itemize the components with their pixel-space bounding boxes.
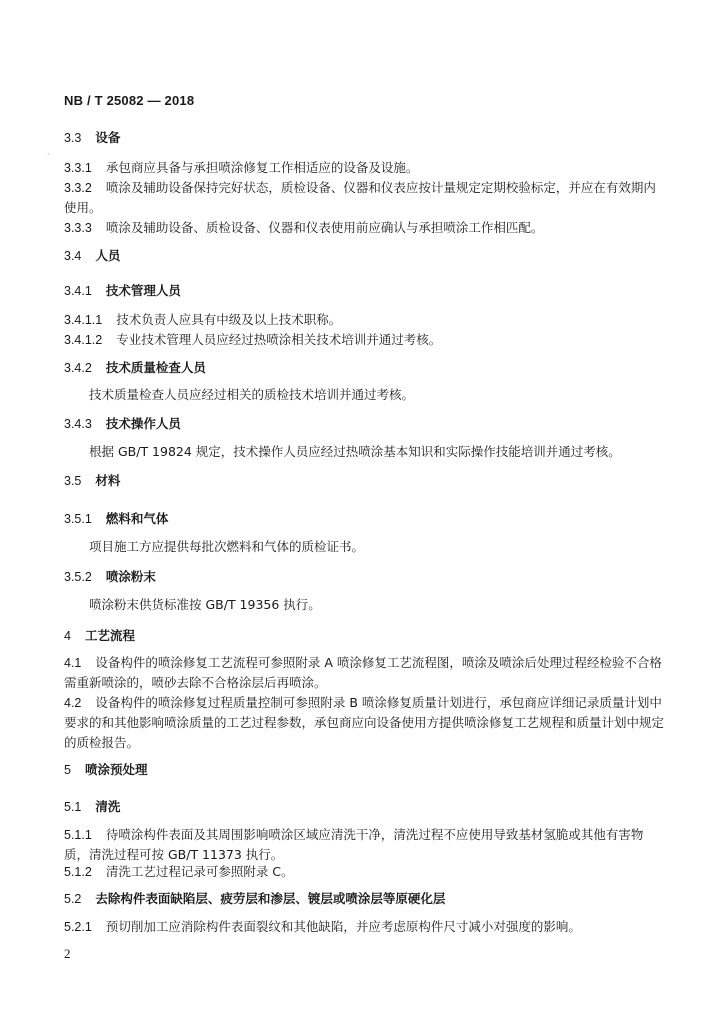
paragraph-3-4-2: 技术质量检查人员应经过相关的质检技术培训并通过考核。 [89, 387, 415, 402]
section-3-5 [64, 471, 664, 491]
clause-number: 4.1 [64, 656, 82, 670]
clause-text: 待喷涂构件表面及其周围影响喷涂区域应清洗干净，清洗过程不应使用导致基材氢脆或其他有害物质，清洗过程可按 GB/T 11373 执行。 [64, 827, 644, 862]
clause-number: 4.2 [64, 696, 82, 710]
clause-text: 技术负责人应具有中级及以上技术职称。 [116, 312, 342, 327]
clause-text: 清洗工艺过程记录可参照附录 C。 [105, 864, 294, 879]
clause-5-1-2 [64, 862, 664, 882]
clause-3-3-2 [64, 178, 664, 218]
section-number: 3.5.1 [64, 512, 92, 526]
section-3-3 [64, 128, 664, 148]
section-title: 材料 [95, 473, 121, 488]
section-title: 喷涂粉末 [105, 569, 156, 584]
paragraph-3-4-3: 根据 GB/T 19824 规定，技术操作人员应经过热喷涂基本知识和实际操作技能培训并通过考核。 [89, 444, 621, 459]
clause-text: 承包商应具备与承担喷涂修复工作相适应的设备及设施。 [105, 160, 419, 175]
section-title: 设备 [95, 130, 121, 145]
section-number: 5 [64, 763, 71, 777]
section-title: 燃料和气体 [105, 511, 169, 526]
clause-number: 3.3.1 [64, 161, 92, 175]
section-3-4-2 [64, 358, 664, 378]
clause-text: 设备构件的喷涂修复工艺流程可参照附录 A 喷涂修复工艺流程图，喷涂及喷涂后处理过程经检验不合格需重新喷涂的，喷砂去除不合格涂层后再喷涂。 [64, 655, 662, 690]
clause-text: 预切削加工应消除构件表面裂纹和其他缺陷，并应考虑原构件尺寸减小对强度的影响。 [105, 919, 581, 934]
section-title: 技术管理人员 [105, 283, 181, 298]
clause-4-1 [64, 653, 664, 693]
paragraph-3-5-1: 项目施工方应提供每批次燃料和气体的质检证书。 [89, 539, 365, 554]
section-number: 3.4.2 [64, 361, 92, 375]
clause-3-3-3 [64, 218, 664, 238]
section-5-2 [64, 889, 664, 909]
section-title: 人员 [95, 248, 121, 263]
section-title: 喷涂预处理 [84, 762, 148, 777]
clause-3-4-1-1 [64, 310, 664, 330]
section-3-4-3 [64, 414, 664, 434]
section-number: 3.4 [64, 249, 82, 263]
clause-number: 5.2.1 [64, 920, 92, 934]
clause-4-2 [64, 693, 664, 753]
section-title: 技术质量检查人员 [105, 360, 206, 375]
clause-number: 3.4.1.1 [64, 313, 103, 327]
clause-text: 喷涂及辅助设备、质检设备、仪器和仪表使用前应确认与承担喷涂工作相匹配。 [105, 220, 544, 235]
section-3-5-2 [64, 567, 664, 587]
section-number: 3.4.3 [64, 417, 92, 431]
section-title: 技术操作人员 [105, 416, 181, 431]
section-title: 去除构件表面缺陷层、疲劳层和渗层、镀层或喷涂层等原硬化层 [95, 891, 446, 906]
clause-number: 3.3.3 [64, 221, 92, 235]
clause-5-1-1 [64, 825, 664, 865]
clause-5-2-1 [64, 917, 664, 937]
section-3-5-1 [64, 509, 664, 529]
section-4 [64, 626, 664, 646]
page-number: 2 [64, 946, 71, 961]
standard-header: NB / T 25082 — 2018 [64, 93, 195, 108]
section-5-1 [64, 797, 664, 817]
clause-text: 设备构件的喷涂修复过程质量控制可参照附录 B 喷涂修复质量计划进行，承包商应详细记录质量计划中要求的和其他影响喷涂质量的工艺过程参数，承包商应向设备使用方提供喷涂修复工艺规程和质量计划中规定的质检报告。 [64, 695, 665, 750]
clause-3-3-1 [64, 158, 664, 178]
clause-text: 喷涂及辅助设备保持完好状态，质检设备、仪器和仪表应按计量规定定期校验标定，并应在有效期内使用。 [64, 180, 656, 215]
section-title: 清洗 [95, 799, 121, 814]
section-3-4-1 [64, 281, 664, 301]
clause-number: 5.1.2 [64, 865, 92, 879]
section-title: 工艺流程 [84, 628, 135, 643]
section-number: 5.2 [64, 892, 82, 906]
clause-text: 专业技术管理人员应经过热喷涂相关技术培训并通过考核。 [116, 332, 442, 347]
clause-3-4-1-2 [64, 330, 664, 350]
clause-number: 5.1.1 [64, 828, 92, 842]
section-number: 3.3 [64, 131, 82, 145]
scan-mark: · [47, 150, 50, 159]
section-5 [64, 760, 664, 780]
section-3-4 [64, 246, 664, 266]
section-number: 3.5 [64, 474, 82, 488]
section-number: 5.1 [64, 800, 82, 814]
clause-number: 3.3.2 [64, 181, 92, 195]
clause-number: 3.4.1.2 [64, 333, 103, 347]
section-number: 3.5.2 [64, 570, 92, 584]
section-number: 4 [64, 629, 71, 643]
paragraph-3-5-2: 喷涂粉末供货标准按 GB/T 19356 执行。 [89, 597, 321, 612]
section-number: 3.4.1 [64, 284, 92, 298]
